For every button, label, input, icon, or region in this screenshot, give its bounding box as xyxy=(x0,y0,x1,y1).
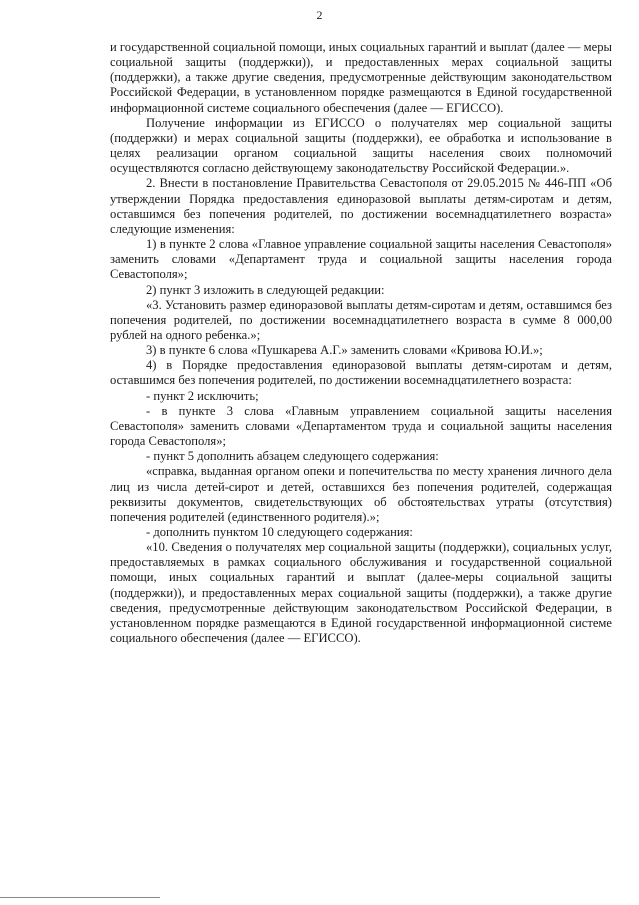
paragraph-12: «справка, выданная органом опеки и попечительства по месту хранения личного дела лиц из числа детей-сирот и детей, оставшихся без попечения родителей, содержащая реквизиты документов, свидетельствующих об обстоятельствах утраты (отсутствия) попечения родителей (единственного родителя).»; xyxy=(110,464,612,524)
paragraph-4: 1) в пункте 2 слова «Главное управление социальной защиты населения Севастополя» заменить словами «Департамент труда и социальной защиты населения города Севастополя»; xyxy=(110,237,612,282)
paragraph-3: 2. Внести в постановление Правительства Севастополя от 29.05.2015 № 446-ПП «Об утверждении Порядка предоставления единоразовой выплаты детям-сиротам и детям, оставшимся без попечения родителей, по достижении восемнадцатилетнего возраста» следующие изменения: xyxy=(110,176,612,236)
document-body xyxy=(110,40,612,646)
paragraph-2: Получение информации из ЕГИССО о получателях мер социальной защиты (поддержки) и мерах социальной защиты (поддержки), ее обработка и использование в целях реализации органом социальной защиты населения своих полномочий осуществляются согласно действующему законодательству Российской Федерации.». xyxy=(110,115,612,176)
paragraph-1: и государственной социальной помощи, иных социальных гарантий и выплат (далее — меры социальной защиты (поддержки)), и предоставленных мерах социальной защиты (поддержки), а также другие сведения, предусмотренные действующим законодательством Российской Федерации, в установленном порядке размещаются в Единой государственной информационной системе социального обеспечения (далее — ЕГИССО). xyxy=(110,40,612,115)
paragraph-9: - пункт 2 исключить; xyxy=(146,388,259,403)
paragraph-14: «10. Сведения о получателях мер социальной защиты (поддержки), социальных услуг, предоставляемых в рамках социального обслуживания и государственной социальной помощи, иных социальных гарантий и выплат (далее-меры социальной защиты (поддержки)), и предоставленных мерах социальной защиты (поддержки), а также другие сведения, предусмотренные действующим законодательством Российской Федерации, в установленном порядке размещаются в Единой государственной информационной системе социального обеспечения (далее — ЕГИССО). xyxy=(110,540,612,646)
paragraph-5: 2) пункт 3 изложить в следующей редакции: xyxy=(146,282,385,297)
paragraph-8: 4) в Порядке предоставления единоразовой выплаты детям-сиротам и детям, оставшимся без попечения родителей, по достижении восемнадцатилетнего возраста: xyxy=(110,358,612,388)
page-number: 2 xyxy=(316,8,323,22)
paragraph-11: - пункт 5 дополнить абзацем следующего содержания: xyxy=(146,449,439,464)
paragraph-7: 3) в пункте 6 слова «Пушкарева А.Г.» заменить словами «Кривова Ю.И.»; xyxy=(146,343,543,358)
paragraph-13: - дополнить пунктом 10 следующего содержания: xyxy=(146,525,413,539)
paragraph-10: - в пункте 3 слова «Главным управлением социальной защиты населения Севастополя» заменить словами «Департаментом труда и социальной защиты населения города Севастополя»; xyxy=(110,403,612,449)
paragraph-6: «3. Установить размер единоразовой выплаты детям-сиротам и детям, оставшимся без попечения родителей, по достижении восемнадцатилетнего возраста в сумме 8 000,00 рублей на одного ребенка.»; xyxy=(110,297,612,342)
bottom-rule xyxy=(0,897,160,898)
